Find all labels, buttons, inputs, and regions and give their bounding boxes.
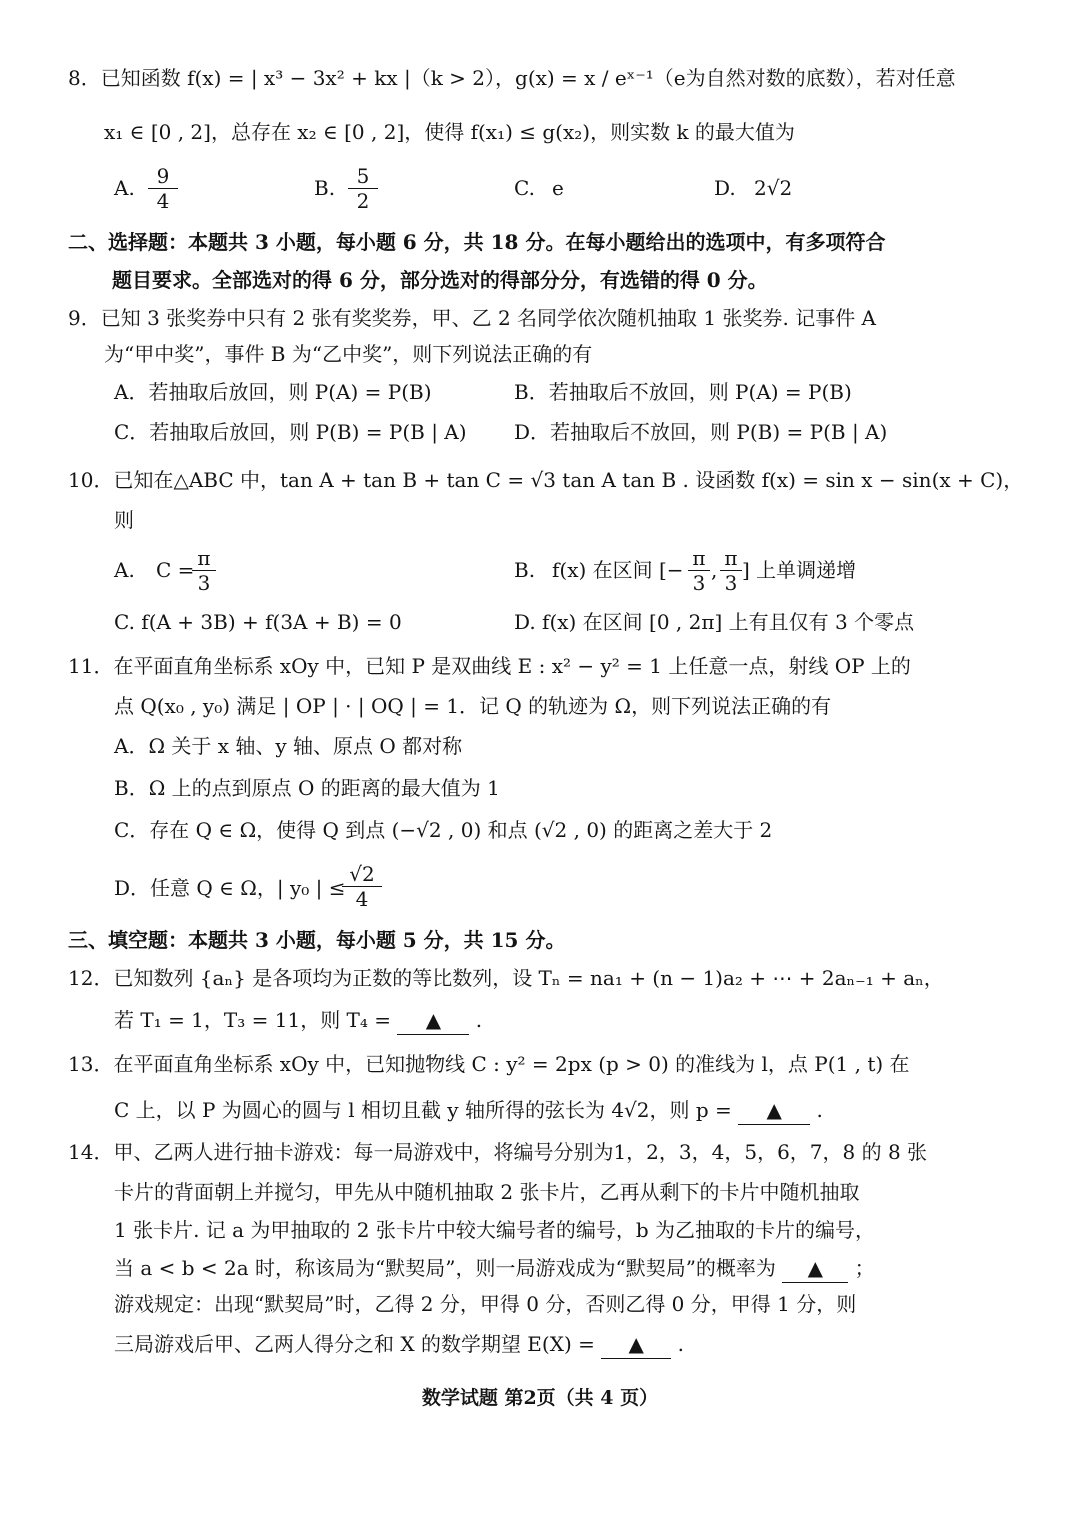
q9-option-a: A．若抽取后放回，则 P(A) = P(B) xyxy=(114,380,432,404)
q12-end: . xyxy=(475,1008,483,1032)
q12-line1: 12．已知数列 {aₙ} 是各项均为正数的等比数列，设 Tₙ = na₁ + (n − 1)a₂ + ⋯ + 2aₙ₋₁ + aₙ， xyxy=(68,966,944,990)
q8-line1: 8．已知函数 f(x) = | x³ − 3x² + kx |（k > 2），g(x) = x / eˣ⁻¹（e为自然对数的底数），若对任意 xyxy=(68,66,956,90)
q8-option-a-denominator: 4 xyxy=(156,189,170,213)
triangle-icon: ▲ xyxy=(807,1256,823,1280)
q14-line4-text: 当 a < b < 2a 时，称该局为“默契局”，则一局游戏成为“默契局”的概率为 xyxy=(114,1256,776,1280)
q14-answer-blank-2 xyxy=(601,1330,671,1359)
q10-option-b-text-a: f(x) 在区间 [− xyxy=(552,558,684,582)
q14-answer-blank-1 xyxy=(782,1254,848,1283)
q13-line2 xyxy=(114,1096,823,1125)
q13-answer-blank xyxy=(738,1096,810,1125)
q14-line3: 1 张卡片. 记 a 为甲抽取的 2 张卡片中较大编号者的编号，b 为乙抽取的卡片的编号， xyxy=(114,1218,876,1242)
q14-line1: 14．甲、乙两人进行抽卡游戏：每一局游戏中，将编号分别为1，2，3，4，5，6，7，8 的 8 张 xyxy=(68,1140,928,1164)
q11-option-d-fraction xyxy=(342,862,382,911)
q13-line2-text: C 上，以 P 为圆心的圆与 l 相切且截 y 轴所得的弦长为 4√2，则 p = xyxy=(114,1098,732,1122)
q10-option-a-fraction xyxy=(192,546,216,595)
triangle-icon: ▲ xyxy=(766,1098,782,1122)
q8-option-c-label: C. xyxy=(514,176,535,200)
q11-option-c: C．存在 Q ∈ Ω，使得 Q 到点 (−√2 , 0) 和点 (√2 , 0) 的距离之差大于 2 xyxy=(114,818,773,842)
q12-line2-text: 若 T₁ = 1，T₃ = 11，则 T₄ = xyxy=(114,1008,392,1032)
section3-heading: 三、填空题：本题共 3 小题，每小题 5 分，共 15 分。 xyxy=(68,928,566,952)
q8-option-b-fraction xyxy=(348,164,378,213)
q9-option-d: D．若抽取后不放回，则 P(B) = P(B | A) xyxy=(514,420,888,444)
q10-option-d: D. f(x) 在区间 [0 , 2π] 上有且仅有 3 个零点 xyxy=(514,610,915,634)
q10-option-c: C. f(A + 3B) + f(3A + B) = 0 xyxy=(114,610,402,634)
q10-option-b-numerator-2: π xyxy=(720,546,742,571)
q10-option-a-text: C = xyxy=(156,558,195,582)
q8-option-c-text: e xyxy=(552,176,564,200)
triangle-icon: ▲ xyxy=(425,1008,442,1032)
q12-line2 xyxy=(114,1006,482,1035)
q10-option-b-denominator-2: 3 xyxy=(724,571,738,595)
q8-option-b-label: B. xyxy=(314,176,336,200)
q10-line1: 10．已知在△ABC 中，tan A + tan B + tan C = √3 tan A tan B . 设函数 f(x) = sin x − sin(x + C)， xyxy=(68,468,1024,492)
q11-option-b: B．Ω 上的点到原点 O 的距离的最大值为 1 xyxy=(114,776,500,800)
q11-line1: 11．在平面直角坐标系 xOy 中，已知 P 是双曲线 E : x² − y² = 1 上任意一点，射线 OP 上的 xyxy=(68,654,911,678)
q9-line1: 9．已知 3 张奖券中只有 2 张有奖奖券，甲、乙 2 名同学依次随机抽取 1 张奖券. 记事件 A xyxy=(68,306,876,330)
q11-option-d-numerator: √2 xyxy=(342,862,382,887)
q10-option-b-fraction-1 xyxy=(688,546,710,595)
q13-line1: 13．在平面直角坐标系 xOy 中，已知抛物线 C : y² = 2px (p > 0) 的准线为 l，点 P(1 , t) 在 xyxy=(68,1052,910,1076)
triangle-icon: ▲ xyxy=(628,1332,644,1356)
q14-line5: 游戏规定：出现“默契局”时，乙得 2 分，甲得 0 分，否则乙得 0 分，甲得 1 分，则 xyxy=(114,1292,857,1316)
q12-answer-blank xyxy=(397,1006,469,1035)
q11-option-d-text: D．任意 Q ∈ Ω，| y₀ | ≤ xyxy=(114,876,346,900)
q14-line4 xyxy=(114,1254,875,1283)
q8-option-d-label: D. xyxy=(714,176,736,200)
q11-line2: 点 Q(x₀ , y₀) 满足 | OP | · | OQ | = 1．记 Q 的轨迹为 Ω，则下列说法正确的有 xyxy=(114,694,832,718)
q10-option-b-text-b: ] 上单调递增 xyxy=(742,558,857,582)
q8-option-d-text: 2√2 xyxy=(754,176,793,200)
q8-option-b-denominator: 2 xyxy=(356,189,370,213)
section2-heading-line2: 题目要求。全部选对的得 6 分，部分选对的得部分分，有选错的得 0 分。 xyxy=(112,268,768,292)
q10-option-b-numerator-1: π xyxy=(688,546,710,571)
q14-line2: 卡片的背面朝上并搅匀，甲先从中随机抽取 2 张卡片，乙再从剩下的卡片中随机抽取 xyxy=(114,1180,860,1204)
q8-option-a-numerator: 9 xyxy=(148,164,178,189)
q10-line2: 则 xyxy=(114,508,134,532)
q14-line6 xyxy=(114,1330,684,1359)
q10-option-a-denominator: 3 xyxy=(197,571,211,595)
q13-end: . xyxy=(816,1098,823,1122)
q10-option-b-label: B. xyxy=(514,558,536,582)
q8-option-a-label: A. xyxy=(114,176,135,200)
section2-heading-line1: 二、选择题：本题共 3 小题，每小题 6 分，共 18 分。在每小题给出的选项中，有多项符合 xyxy=(68,230,886,254)
q14-line6-end: . xyxy=(677,1332,684,1356)
q10-option-b-denominator-1: 3 xyxy=(692,571,706,595)
q8-line2: x₁ ∈ [0 , 2]，总存在 x₂ ∈ [0 , 2]，使得 f(x₁) ≤ g(x₂)，则实数 k 的最大值为 xyxy=(104,120,795,144)
q8-option-a-fraction xyxy=(148,164,178,213)
q9-line2: 为“甲中奖”，事件 B 为“乙中奖”，则下列说法正确的有 xyxy=(104,342,593,366)
q14-line6-text: 三局游戏后甲、乙两人得分之和 X 的数学期望 E(X) = xyxy=(114,1332,595,1356)
q11-option-d-denominator: 4 xyxy=(355,887,369,911)
q10-option-a-numerator: π xyxy=(192,546,216,571)
q14-line4-end: ； xyxy=(854,1256,875,1280)
q8-option-b-numerator: 5 xyxy=(348,164,378,189)
page-footer: 数学试题 第2页（共 4 页） xyxy=(421,1387,659,1409)
q11-option-a: A．Ω 关于 x 轴、y 轴、原点 O 都对称 xyxy=(114,734,463,758)
q10-option-a-label: A. xyxy=(114,558,135,582)
q9-option-b: B．若抽取后不放回，则 P(A) = P(B) xyxy=(514,380,852,404)
q9-option-c: C．若抽取后放回，则 P(B) = P(B | A) xyxy=(114,420,467,444)
q10-option-b-fraction-2 xyxy=(720,546,742,595)
q10-option-b-comma: , xyxy=(711,558,718,582)
